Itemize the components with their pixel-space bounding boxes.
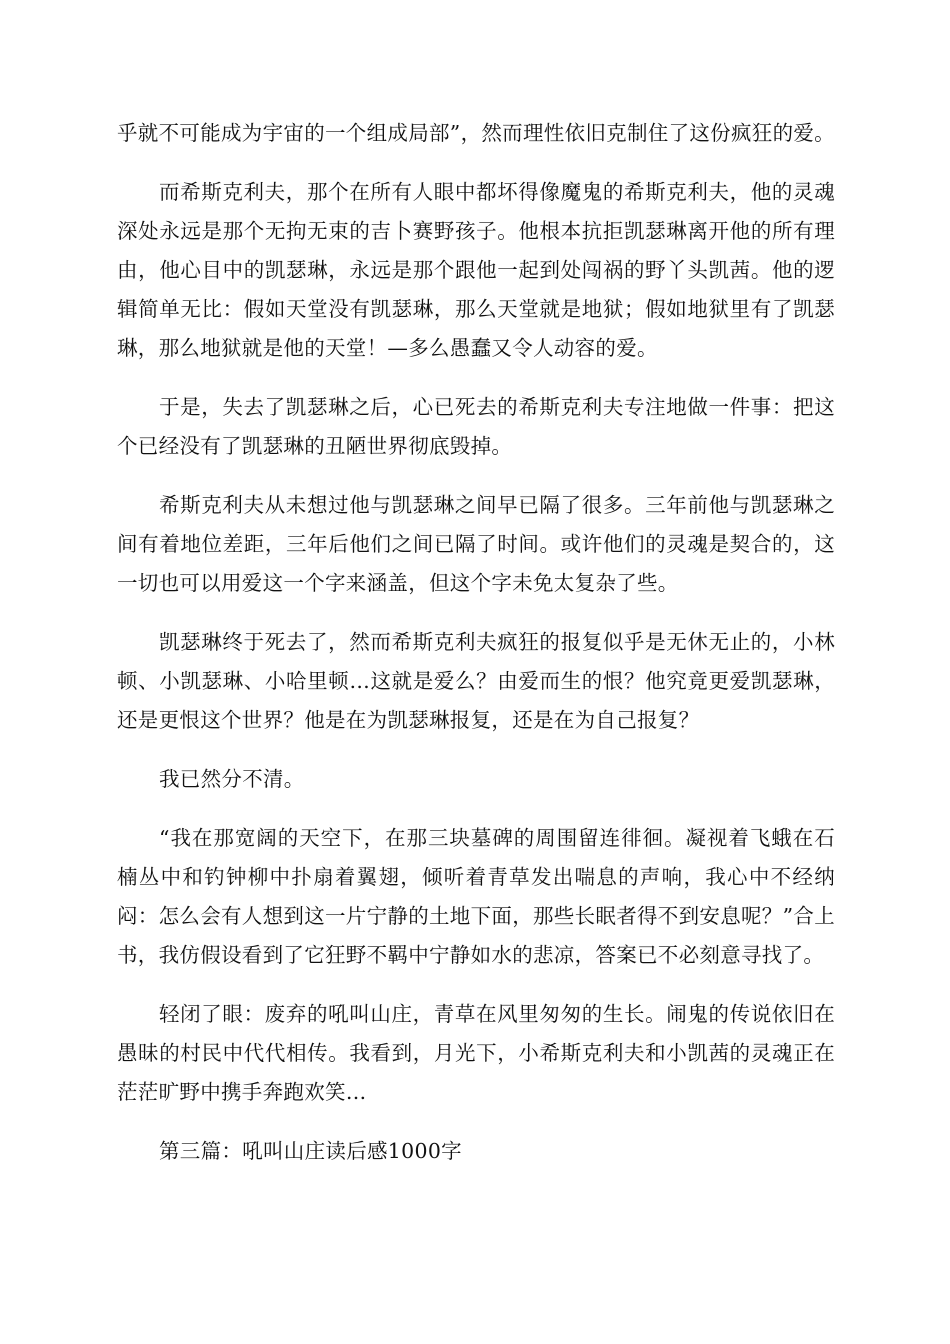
section-heading: 第三篇：吼叫山庄读后感1000字	[159, 1139, 462, 1163]
paragraph-quote: “我在那宽阔的天空下，在那三块墓碑的周围留连徘徊。凝视着飞蛾在石楠丛中和钓钟柳中扑扇着翼翅，倾听着青草发出喘息的声响，我心中不经纳闷：怎么会有人想到这一片宁静的土地下面，那些长眠者得不到安息呢？”合上书，我仿假设看到了它狂野不羁中宁静如水的悲凉，答案已不必刻意寻找了。	[117, 826, 835, 967]
paragraph-unclear: 我已然分不清。	[159, 767, 305, 791]
document-page	[117, 114, 835, 1191]
paragraph-revenge: 凯瑟琳终于死去了，然而希斯克利夫疯狂的报复似乎是无休无止的，小林顿、小凯瑟琳、小哈里顿…这就是爱么？由爱而生的恨？他究竟更爱凯瑟琳，还是更恨这个世界？他是在为凯瑟琳报复，还是在为自己报复？	[117, 630, 835, 732]
paragraph-continuation: 乎就不可能成为宇宙的一个组成局部”，然而理性依旧克制住了这份疯狂的爱。	[117, 121, 835, 145]
paragraph-distance: 希斯克利夫从未想过他与凯瑟琳之间早已隔了很多。三年前他与凯瑟琳之间有着地位差距，三年后他们之间已隔了时间。或许他们的灵魂是契合的，这一切也可以用爱这一个字来涵盖，但这个字未免太复杂了些。	[117, 493, 835, 595]
paragraph-heathcliff-soul: 而希斯克利夫，那个在所有人眼中都坏得像魔鬼的希斯克利夫，他的灵魂深处永远是那个无拘无束的吉卜赛野孩子。他根本抗拒凯瑟琳离开他的所有理由，他心目中的凯瑟琳，永远是那个跟他一起到处闯祸的野丫头凯茜。他的逻辑简单无比：假如天堂没有凯瑟琳，那么天堂就是地狱；假如地狱里有了凯瑟琳，那么地狱就是他的天堂！—多么愚蠢又令人动容的爱。	[117, 180, 835, 360]
paragraph-destroy-world: 于是，失去了凯瑟琳之后，心已死去的希斯克利夫专注地做一件事：把这个已经没有了凯瑟琳的丑陋世界彻底毁掉。	[117, 395, 835, 458]
paragraph-closing-eyes: 轻闭了眼：废弃的吼叫山庄，青草在风里匆匆的生长。闹鬼的传说依旧在愚昧的村民中代代相传。我看到，月光下，小希斯克利夫和小凯茜的灵魂正在茫茫旷野中携手奔跑欢笑…	[117, 1002, 835, 1104]
